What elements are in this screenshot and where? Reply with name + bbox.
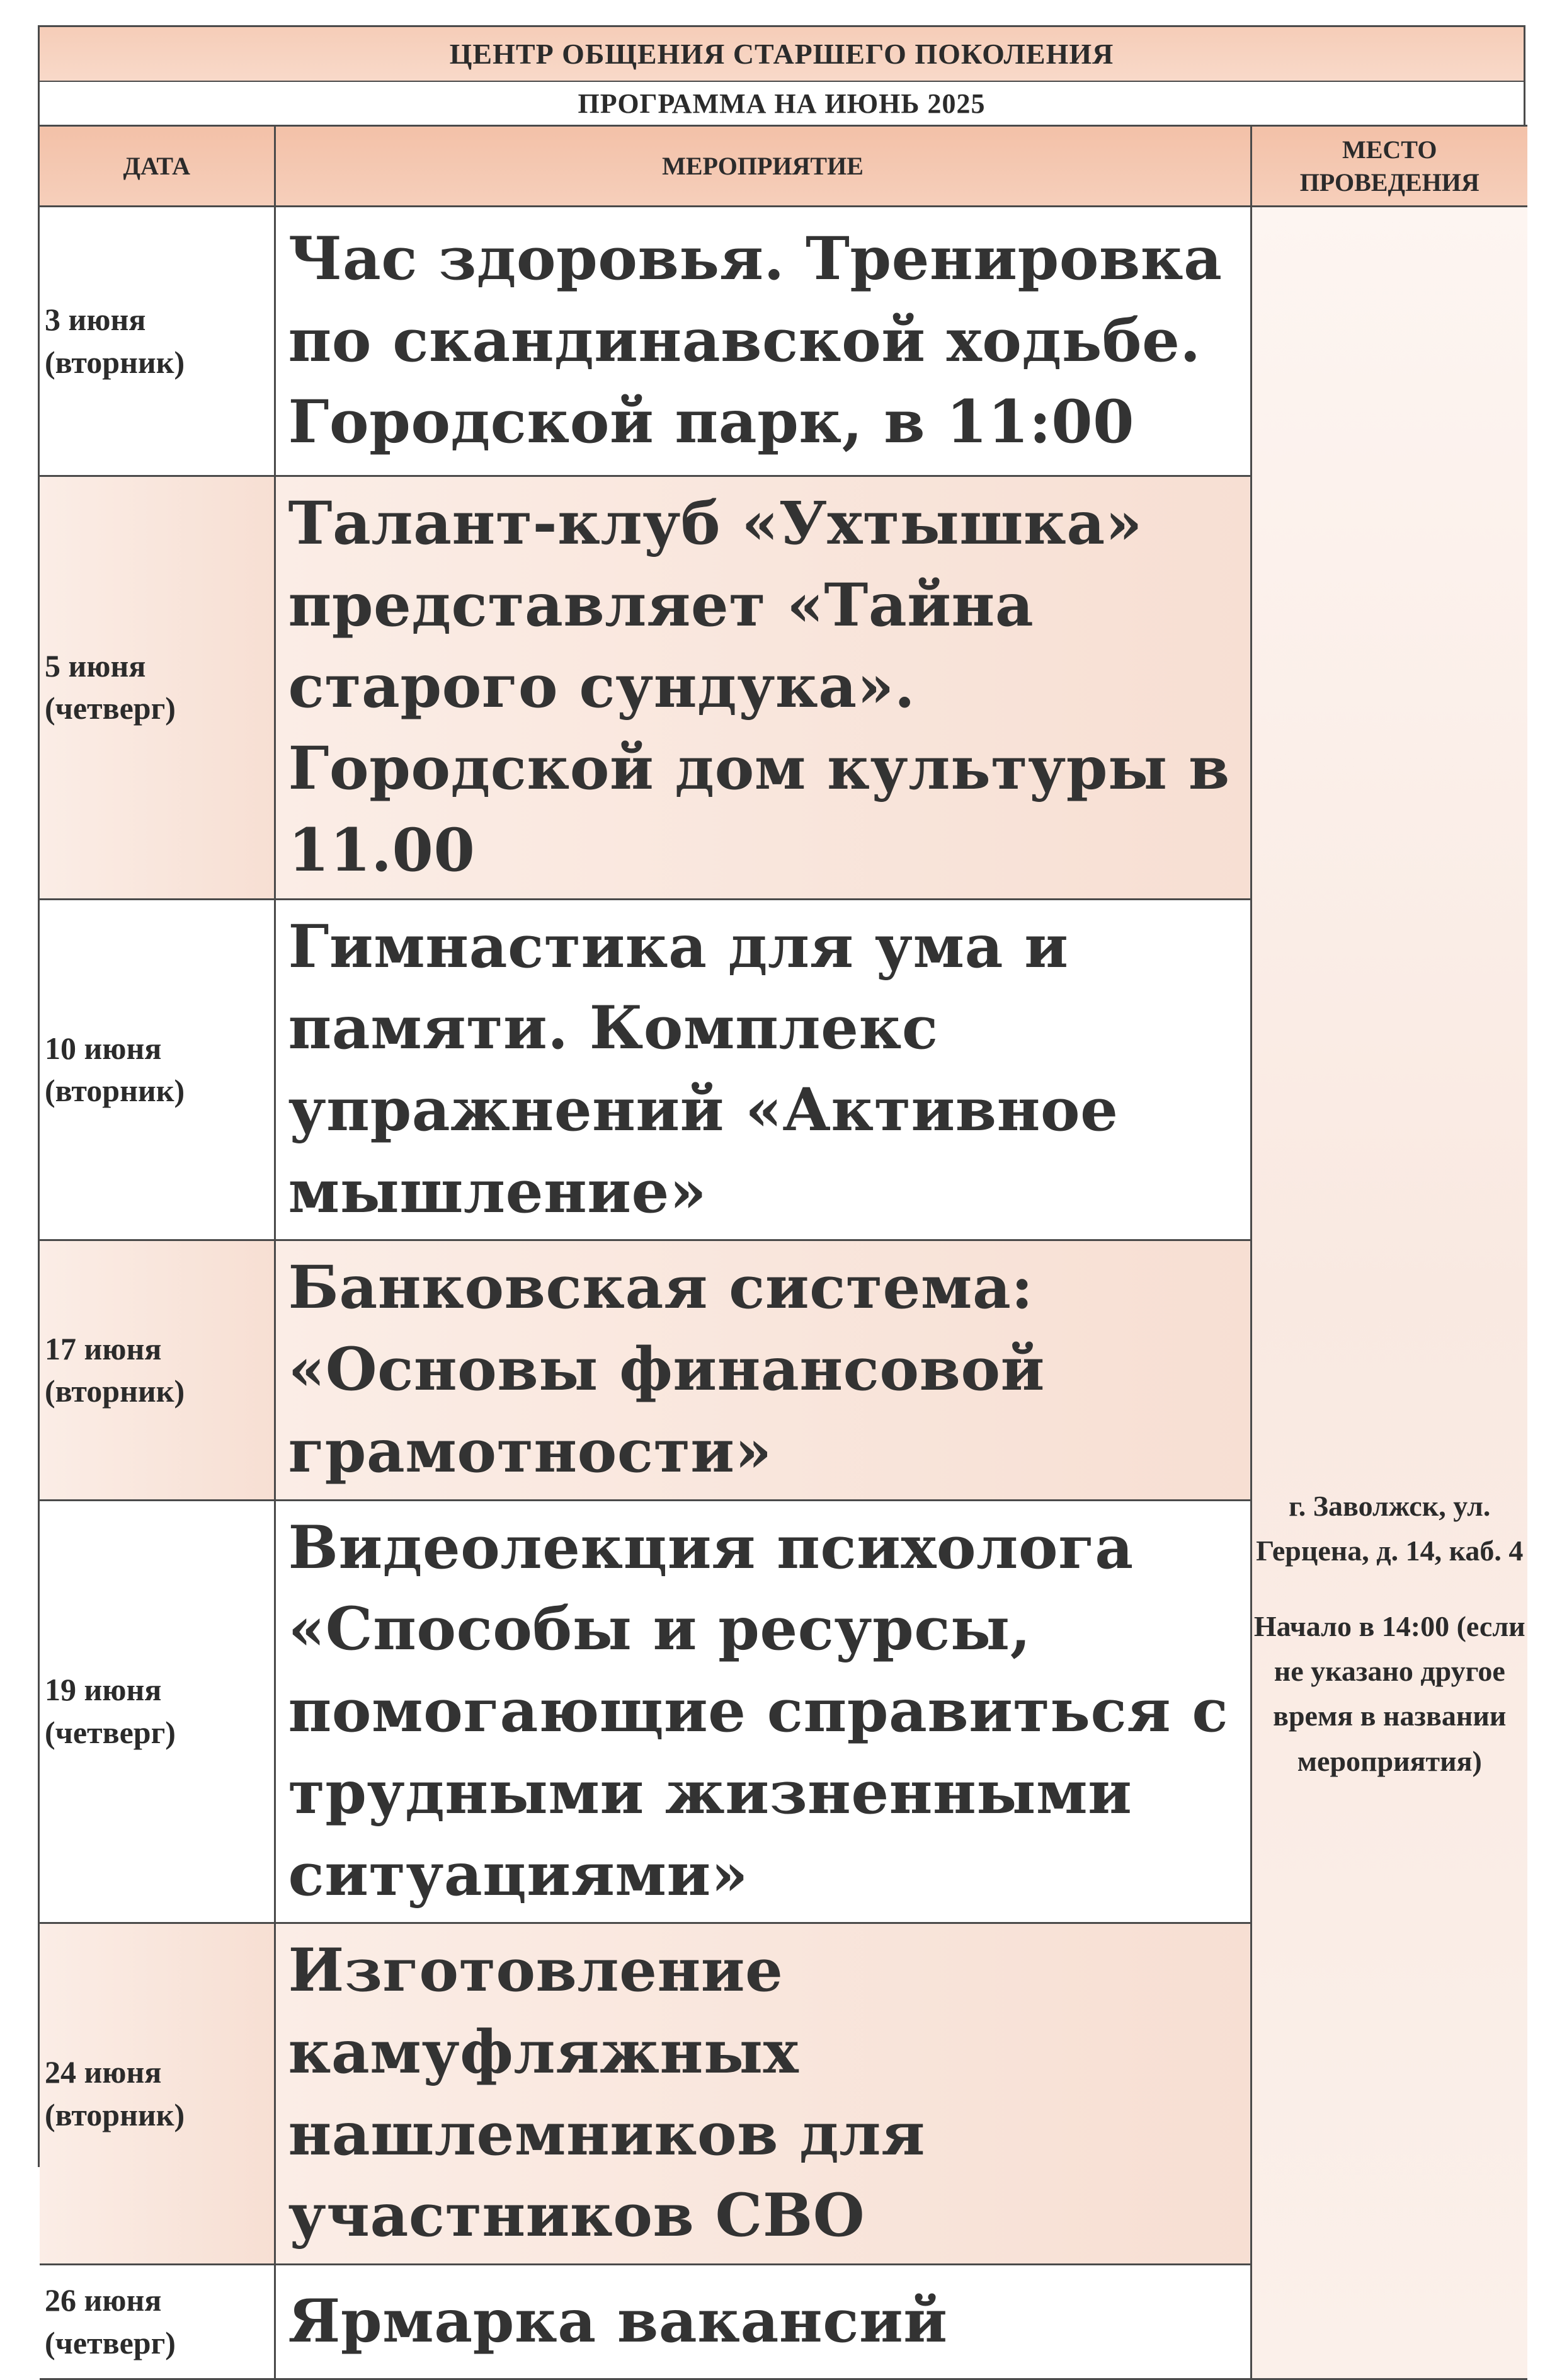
event-date: 3 июня (вторник) [40, 207, 275, 476]
schedule-sheet [38, 25, 1525, 2360]
event-date: 10 июня (вторник) [40, 899, 275, 1240]
place-address: г. Заволжск, ул. Герцена, д. 14, каб. 4 [1256, 1490, 1524, 1567]
event-date: 17 июня (вторник) [40, 1240, 275, 1500]
event-title: Изготовление камуфляжных нашлемников для участников СВО [275, 1923, 1251, 2265]
event-title: Видеолекция психолога «Способы и ресурсы, помогающие справиться с трудными жизненными ситуациями» [275, 1500, 1251, 1923]
event-place [1251, 207, 1527, 2379]
column-header-place: МЕСТО ПРОВЕДЕНИЯ [1251, 126, 1527, 207]
event-title: Ярмарка вакансий [275, 2265, 1251, 2379]
event-title: Гимнастика для ума и памяти. Комплекс упражнений «Активное мышление» [275, 899, 1251, 1240]
schedule-table [40, 125, 1527, 2380]
column-header-event: МЕРОПРИЯТИЕ [275, 126, 1251, 207]
program-title: ПРОГРАММА НА ИЮНЬ 2025 [40, 81, 1524, 125]
column-header-date: ДАТА [40, 126, 275, 207]
event-title: Банковская система: «Основы финансовой грамотности» [275, 1240, 1251, 1500]
event-date: 19 июня (четверг) [40, 1500, 275, 1923]
table-header-row [40, 126, 1527, 207]
org-title: ЦЕНТР ОБЩЕНИЯ СТАРШЕГО ПОКОЛЕНИЯ [40, 27, 1524, 81]
event-title: Час здоровья. Тренировка по скандинавской ходьбе. Городской парк, в 11:00 [275, 207, 1251, 476]
title-block [40, 25, 1524, 125]
event-title: Талант-клуб «Ухтышка» представляет «Тайна старого сундука». Городской дом культуры в 11.00 [275, 476, 1251, 900]
place-start-note: Начало в 14:00 (если не указано другое время в названии мероприятия) [1253, 1610, 1525, 1777]
table-row [40, 207, 1527, 476]
event-date: 26 июня (четверг) [40, 2265, 275, 2379]
event-date: 24 июня (вторник) [40, 1923, 275, 2265]
event-date: 5 июня (четверг) [40, 476, 275, 900]
